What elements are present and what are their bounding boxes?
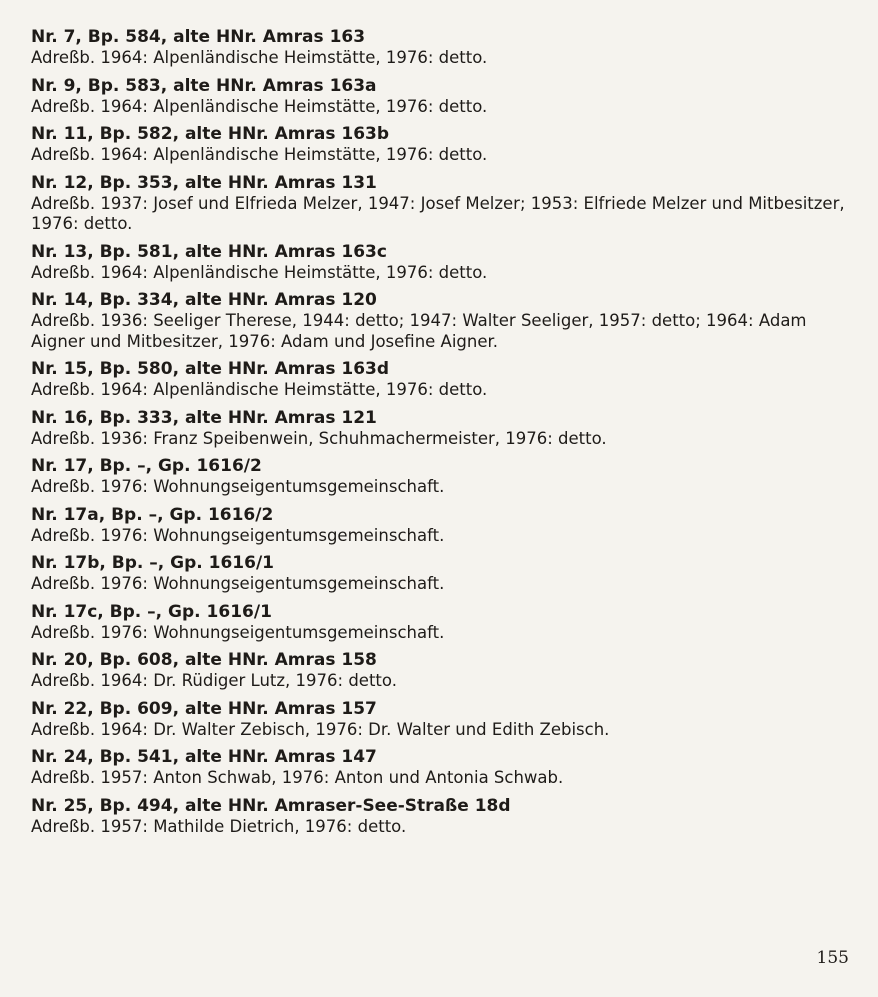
entry-text: Adreßb. 1936: Franz Speibenwein, Schuhmachermeister, 1976: detto.	[31, 428, 607, 448]
entry-text: Adreßb. 1976: Wohnungseigentumsgemeinschaft.	[31, 622, 445, 642]
entry-text: Adreßb. 1957: Mathilde Dietrich, 1976: detto.	[31, 816, 407, 836]
entry-heading: Nr. 12, Bp. 353, alte HNr. Amras 131	[31, 172, 377, 193]
entry-heading: Nr. 15, Bp. 580, alte HNr. Amras 163d	[31, 359, 390, 379]
entry-heading: Nr. 13, Bp. 581, alte HNr. Amras 163c	[31, 241, 387, 262]
entry-heading: Nr. 22, Bp. 609, alte HNr. Amras 157	[31, 698, 377, 719]
entry	[31, 602, 853, 644]
entry-text: Adreßb. 1937: Josef und Elfrieda Melzer, 1947: Josef Melzer; 1953: Elfriede Melzer und Mitbesitzer, 1976: detto.	[31, 193, 845, 233]
entry-text: Adreßb. 1964: Alpenländische Heimstätte, 1976: detto.	[31, 48, 488, 67]
entry-heading: Nr. 11, Bp. 582, alte HNr. Amras 163b	[31, 124, 390, 144]
entry-text: Adreßb. 1964: Alpenländische Heimstätte, 1976: detto.	[31, 96, 488, 116]
entry	[31, 747, 853, 789]
entry-text: Adreßb. 1976: Wohnungseigentumsgemeinschaft.	[31, 477, 445, 496]
entry-text: Adreßb. 1964: Alpenländische Heimstätte, 1976: detto.	[31, 380, 488, 399]
entry	[31, 699, 853, 741]
entry	[31, 650, 853, 692]
entry-heading: Nr. 20, Bp. 608, alte HNr. Amras 158	[31, 650, 377, 670]
entry	[31, 290, 853, 352]
entry	[31, 553, 853, 595]
entry-text: Adreßb. 1964: Dr. Rüdiger Lutz, 1976: detto.	[31, 671, 397, 690]
entry-heading: Nr. 24, Bp. 541, alte HNr. Amras 147	[31, 747, 377, 767]
page-number: 155	[816, 948, 849, 968]
entry-text: Adreßb. 1964: Alpenländische Heimstätte, 1976: detto.	[31, 145, 488, 164]
entry	[31, 242, 853, 284]
entry-text: Adreßb. 1964: Alpenländische Heimstätte, 1976: detto.	[31, 262, 488, 282]
entry	[31, 456, 853, 498]
entry	[31, 408, 853, 450]
entry-heading: Nr. 17b, Bp. –, Gp. 1616/1	[31, 553, 274, 573]
entry-list	[31, 27, 853, 844]
entry	[31, 124, 853, 166]
entry-heading: Nr. 17c, Bp. –, Gp. 1616/1	[31, 601, 272, 622]
entry	[31, 505, 853, 547]
entry-heading: Nr. 7, Bp. 584, alte HNr. Amras 163	[31, 27, 366, 47]
entry	[31, 27, 853, 69]
entry-heading: Nr. 9, Bp. 583, alte HNr. Amras 163a	[31, 75, 377, 96]
entry	[31, 359, 853, 401]
entry-text: Adreßb. 1964: Dr. Walter Zebisch, 1976: Dr. Walter und Edith Zebisch.	[31, 719, 610, 739]
entry	[31, 76, 853, 118]
entry-heading: Nr. 14, Bp. 334, alte HNr. Amras 120	[31, 290, 377, 310]
entry-heading: Nr. 25, Bp. 494, alte HNr. Amraser-See-Straße 18d	[31, 795, 511, 816]
entry-text: Adreßb. 1936: Seeliger Therese, 1944: detto; 1947: Walter Seeliger, 1957: detto; 1964: Adam Aigner und Mitbesitzer, 1976: Adam und Josefine Aigner.	[31, 311, 807, 351]
entry-text: Adreßb. 1976: Wohnungseigentumsgemeinschaft.	[31, 574, 445, 593]
entry-heading: Nr. 16, Bp. 333, alte HNr. Amras 121	[31, 407, 377, 428]
entry-text: Adreßb. 1976: Wohnungseigentumsgemeinschaft.	[31, 525, 445, 545]
entry-text: Adreßb. 1957: Anton Schwab, 1976: Anton und Antonia Schwab.	[31, 768, 564, 787]
entry	[31, 173, 853, 235]
entry-heading: Nr. 17a, Bp. –, Gp. 1616/2	[31, 504, 274, 525]
entry-heading: Nr. 17, Bp. –, Gp. 1616/2	[31, 456, 262, 476]
entry	[31, 796, 853, 838]
